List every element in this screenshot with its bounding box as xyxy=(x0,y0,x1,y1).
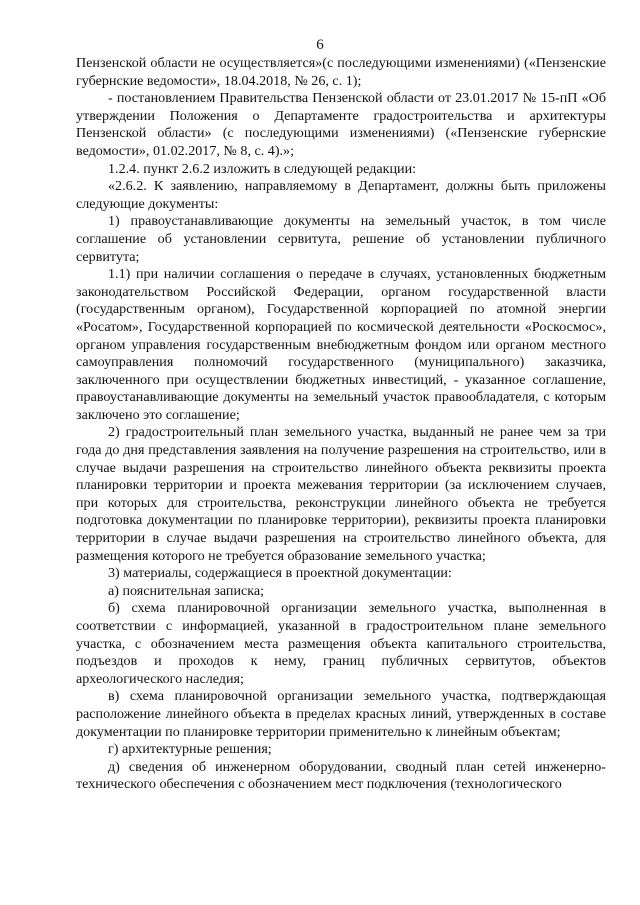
paragraph-9: а) пояснительная записка; xyxy=(108,582,265,599)
paragraph-8: 3) материалы, содержащиеся в проектной документации: xyxy=(108,565,452,582)
paragraph-11: в) схема планировочной организации земельного участка, подтверждающая расположение линейного объекта в пределах красных линий, утвержденных в составе документации по планировке территории применительно к линейным объектам; xyxy=(76,688,606,740)
document-body xyxy=(76,55,606,794)
paragraph-10: б) схема планировочной организации земельного участка, выполненная в соответствии с информацией, указанной в градостроительном плане земельного участка, с обозначением места размещения объекта капитального строительства, подъездов и проходов к нему, границ публичных сервитутов, объектов археологического наследия; xyxy=(76,600,606,687)
paragraph-3: 1.2.4. пункт 2.6.2 изложить в следующей редакции: xyxy=(108,160,417,177)
paragraph-2: - постановлением Правительства Пензенской области от 23.01.2017 № 15-пП «Об утверждении Положения о Департаменте градостроительства и архитектуры Пензенской области» (с последующими изменениями) («Пензенские губернские ведомости», 01.02.2017, № 8, с. 4).»; xyxy=(76,90,606,159)
paragraph-6: 1.1) при наличии соглашения о передаче в случаях, установленных бюджетным законодательством Российской Федерации, органом государственной власти (государственным органом), Государственной корпорацией по атомной энергии «Росатом», Государственной корпорацией по космической деятельности «Роскосмос», органом управления государственным внебюджетным фондом или органом местного самоуправления полномочий государственного (муниципального) заказчика, заключенного при осуществлении бюджетных инвестиций, - указанное соглашение, правоустанавливающие документы на земельный участок правообладателя, с которым заключено это соглашение; xyxy=(76,266,606,423)
paragraph-1: Пензенской области не осуществляется»(с последующими изменениями) («Пензенские губернские ведомости», 18.04.2018, № 26, с. 1); xyxy=(76,55,606,89)
paragraph-5: 1) правоустанавливающие документы на земельный участок, в том числе соглашение об установлении сервитута, решение об установлении публичного сервитута; xyxy=(76,213,606,265)
paragraph-13: д) сведения об инженерном оборудовании, сводный план сетей инженерно-технического обеспечения с обозначением мест подключения (технологического xyxy=(76,758,606,793)
paragraph-4: «2.6.2. К заявлению, направляемому в Департамент, должны быть приложены следующие документы: xyxy=(76,178,606,212)
paragraph-7: 2) градостроительный план земельного участка, выданный не ранее чем за три года до дня представления заявления на получение разрешения на строительство, или в случае выдачи разрешения на строительство линейного объекта реквизиты проекта планировки территории и проекта межевания территории (за исключением случаев, при которых для строительства, реконструкции линейного объекта не требуется подготовка документации по планировке территории), реквизиты проекта планировки территории в случае выдачи разрешения на строительство линейного объекта, для размещения которого не требуется образование земельного участка; xyxy=(76,424,606,564)
paragraph-12: г) архитектурные решения; xyxy=(108,741,272,758)
page-number: 6 xyxy=(316,37,324,53)
